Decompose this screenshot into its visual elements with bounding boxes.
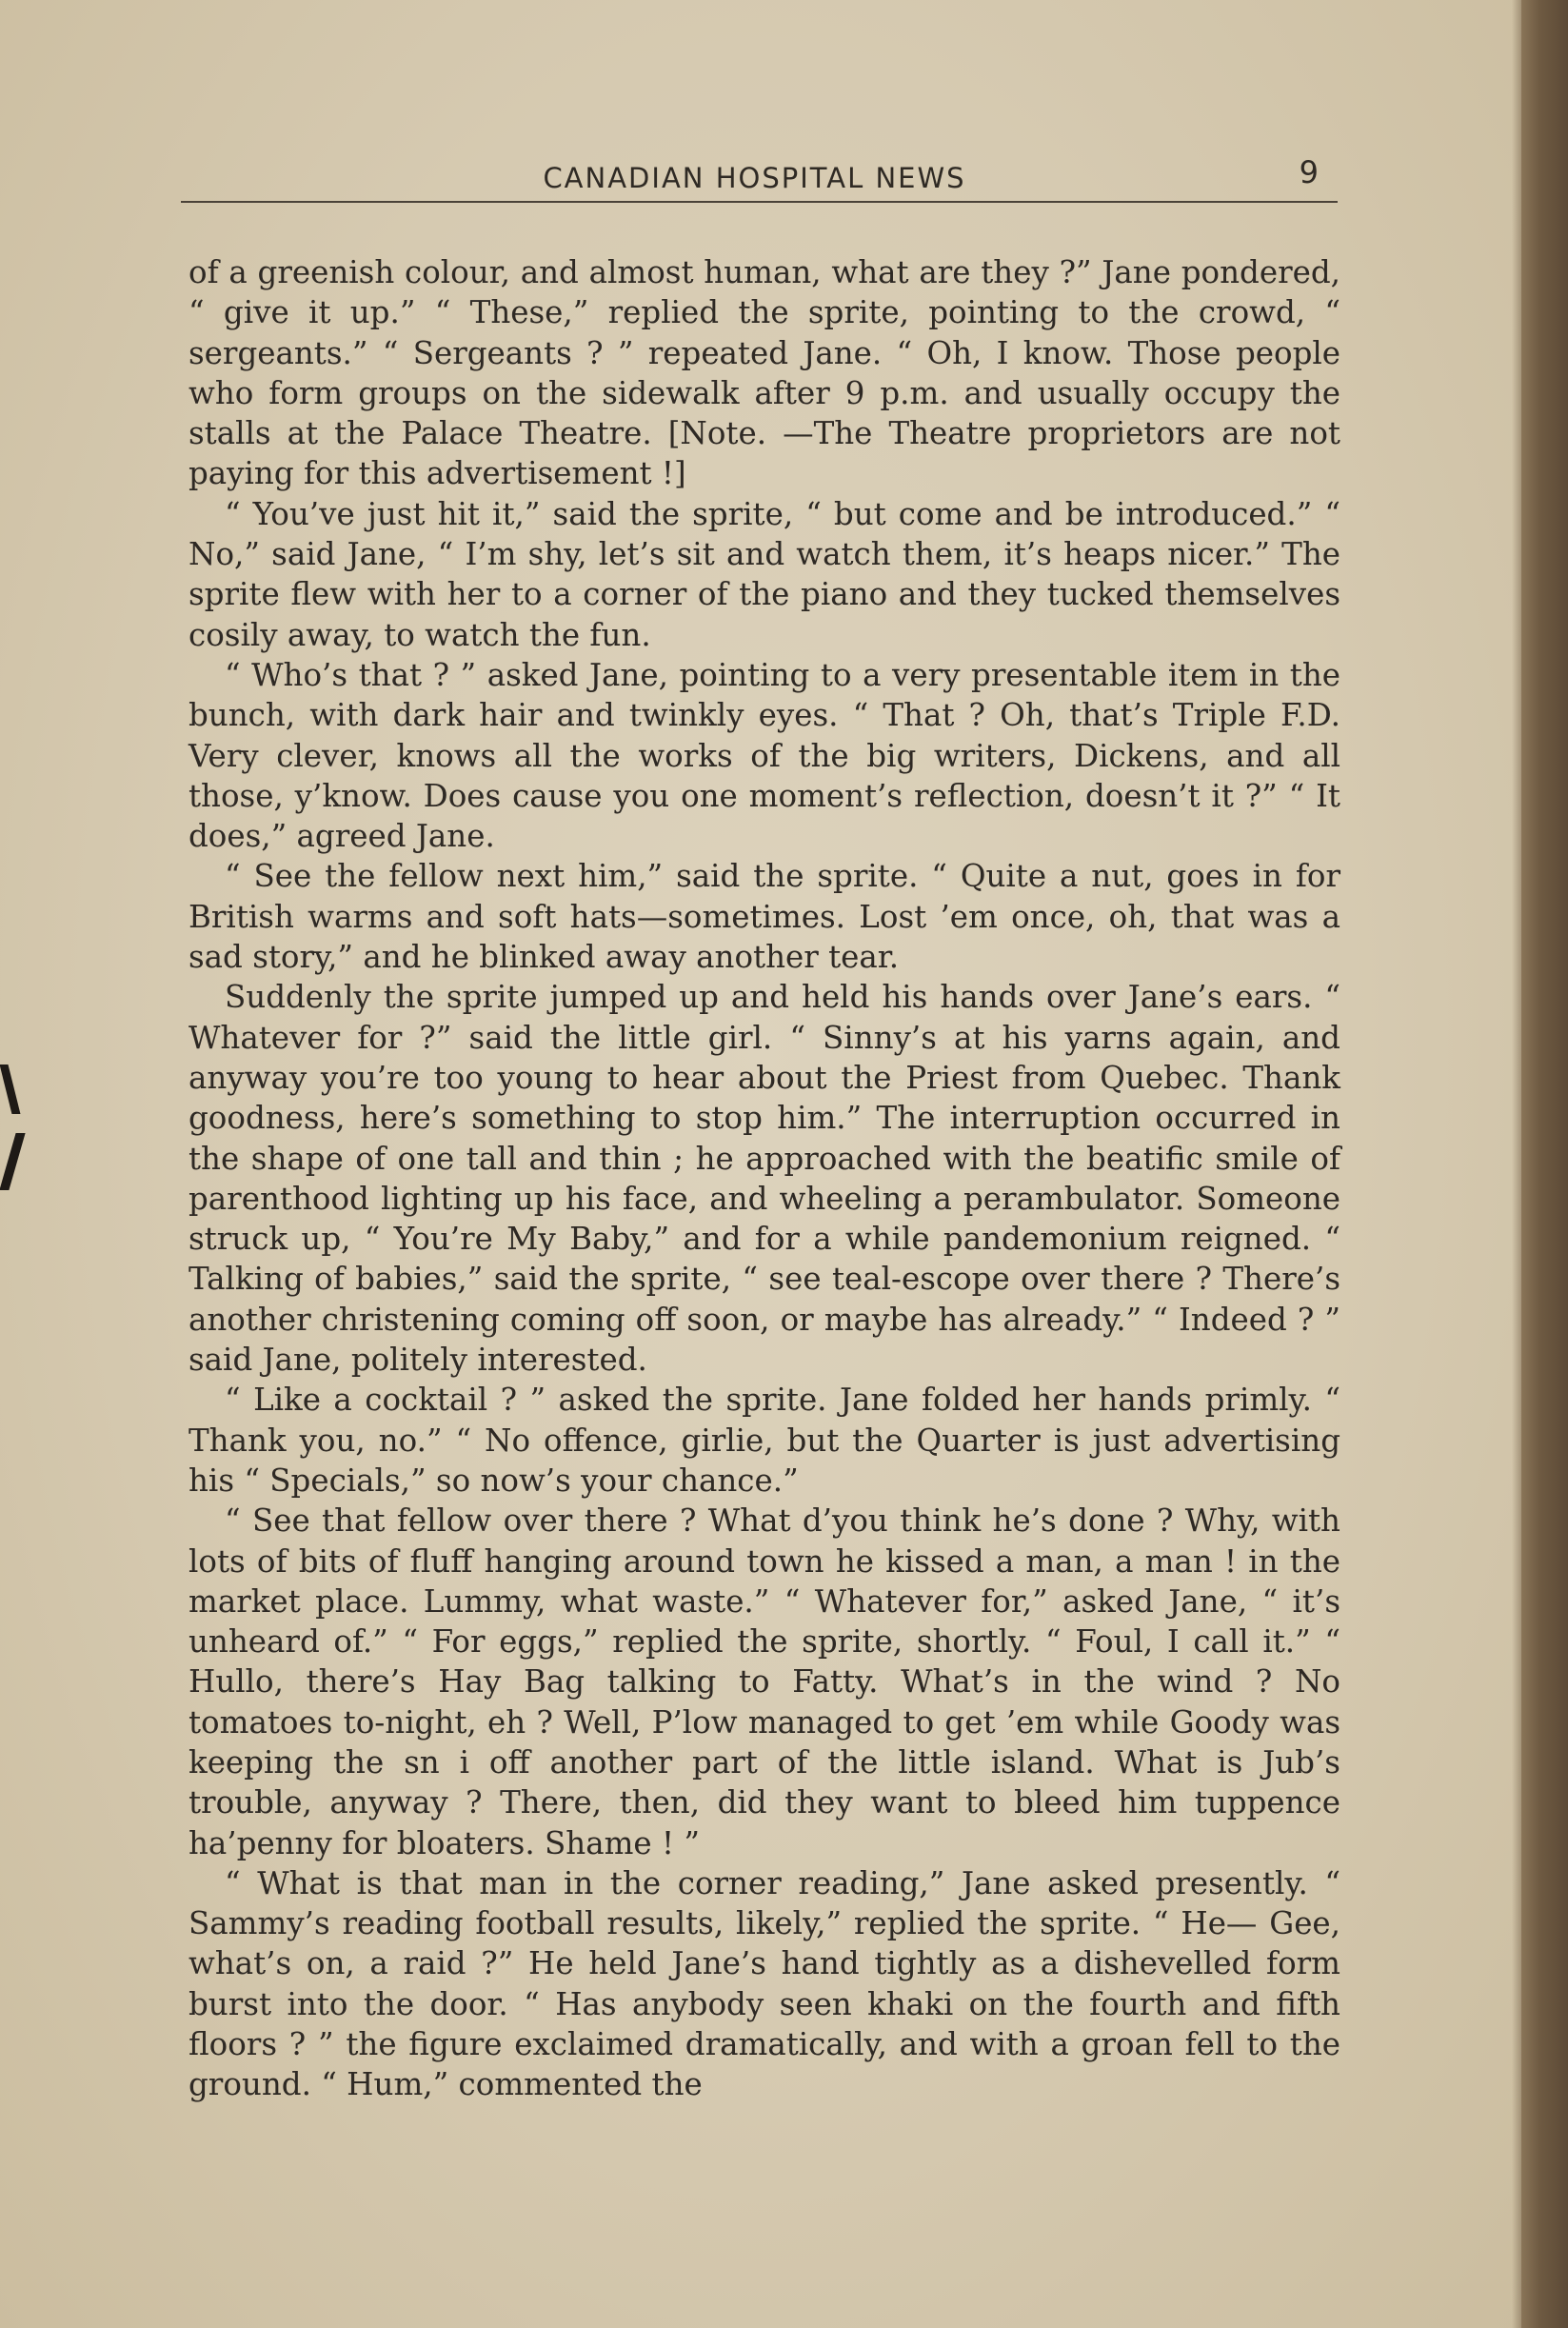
paragraph: “ Who’s that ? ” asked Jane, pointing to a very presentable item in the bunch, with dark hair and twinkly eyes. “ That ? Oh, that’s Triple F.D. Very clever, knows all the works of the big writers, Dickens, and all those, y’know. Does cause you one moment’s reflection, doesn’t it ?” “ It does,” agreed Jane. xyxy=(189,656,1340,855)
paragraph: “ See the fellow next him,” said the sprite. “ Quite a nut, goes in for British warms and soft hats—sometimes. Lost ’em once, oh, that was a sad story,” and he blinked away another tear. xyxy=(189,858,1340,976)
margin-mark xyxy=(0,1065,20,1114)
page-header xyxy=(181,150,1328,198)
paragraph: of a greenish colour, and almost human, what are they ?” Jane pondered, “ give it up.” “ These,” replied the sprite, pointing to the crowd, “ sergeants.” “ Sergeants ? ” repeated Jane. “ Oh, I know. Those people who form groups on the sidewalk after 9 p.m. and usually occupy the stalls at the Palace Theatre. [Note. —The Theatre proprietors are not paying for this advertisement !] xyxy=(189,254,1340,492)
paragraph: Suddenly the sprite jumped up and held his hands over Jane’s ears. “ Whatever for ?” said the little girl. “ Sinny’s at his yarns again, and anyway you’re too young to hear about the Priest from Quebec. Thank goodness, here’s something to stop him.” The interruption occurred in the shape of one tall and thin ; he approached with the beatific smile of parenthood lighting up his face, and wheeling a perambulator. Someone struck up, “ You’re My Baby,” and for a while pandemonium reigned. “ Talking of babies,” said the sprite, “ see teal-escope over there ? There’s another christening coming off soon, or maybe has already.” “ Indeed ? ” said Jane, politely interested. xyxy=(189,979,1340,1379)
margin-mark xyxy=(0,1133,26,1190)
paragraph: “ What is that man in the corner reading,” Jane asked presently. “ Sammy’s reading football results, likely,” replied the sprite. “ He— Gee, what’s on, a raid ?” He held Jane’s hand tightly as a dishevelled form burst into the door. “ Has anybody seen khaki on the fourth and fifth floors ? ” the figure exclaimed dramatically, and with a groan fell to the ground. “ Hum,” commented the xyxy=(189,1864,1340,2103)
book-spine xyxy=(1521,0,1568,2328)
paragraph: “ See that fellow over there ? What d’you think he’s done ? Why, with lots of bits of fluff hanging around town he kissed a man, a man ! in the market place. Lummy, what waste.” “ Whatever for,” asked Jane, “ it’s unheard of.” “ For eggs,” replied the sprite, shortly. “ Foul, I call it.” “ Hullo, there’s Hay Bag talking to Fatty. What’s in the wind ? No tomatoes to-night, eh ? Well, P’low managed to get ’em while Goody was keeping the sn i off another part of the little island. What is Jub’s trouble, anyway ? There, then, did they want to bleed him tuppence ha’penny for bloaters. Shame ! ” xyxy=(189,1502,1340,1861)
page-number: 9 xyxy=(1299,154,1319,190)
paragraph: “ You’ve just hit it,” said the sprite, “ but come and be introduced.” “ No,” said Jane, “ I’m shy, let’s sit and watch them, it’s heaps nicer.” The sprite flew with her to a corner of the piano and they tucked themselves cosily away, to watch the fun. xyxy=(189,495,1340,653)
header-rule xyxy=(181,201,1338,203)
running-head: CANADIAN HOSPITAL NEWS xyxy=(543,162,966,194)
paragraph: “ Like a cocktail ? ” asked the sprite. Jane folded her hands primly. “ Thank you, no.” “ No offence, girlie, but the Quarter is just advertising his “ Specials,” so now’s your chance.” xyxy=(189,1382,1340,1499)
article-body xyxy=(189,252,1340,2105)
